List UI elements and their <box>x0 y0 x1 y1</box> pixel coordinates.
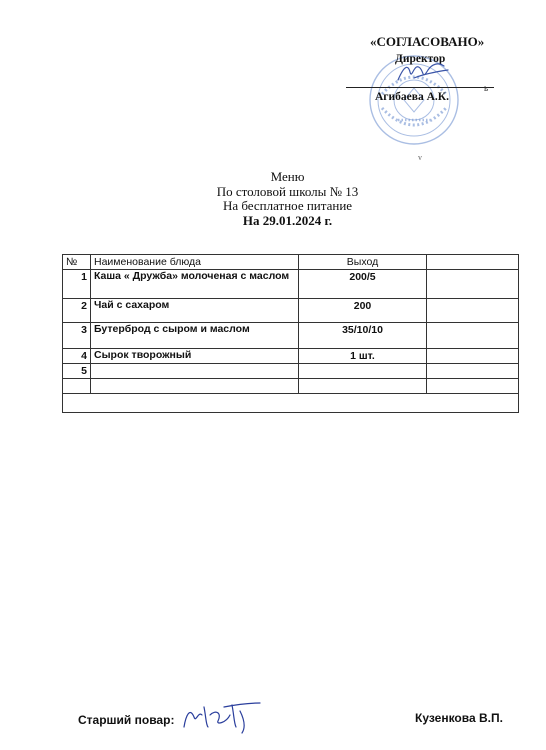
header-num: № <box>63 255 91 270</box>
row-num: 4 <box>63 349 91 364</box>
title-free-meals: На бесплатное питание <box>222 198 353 213</box>
table-row-empty <box>63 379 519 394</box>
row-num: 3 <box>63 323 91 349</box>
approval-heading: «СОГЛАСОВАНО» <box>370 34 485 49</box>
row-num: 5 <box>63 364 91 379</box>
document-title <box>180 170 395 228</box>
table-row <box>63 364 519 379</box>
cook-signature <box>176 697 268 737</box>
title-menu: Меню <box>270 169 305 184</box>
row-extra <box>427 270 519 299</box>
title-date: На 29.01.2024 г. <box>242 212 333 228</box>
row-extra <box>427 364 519 379</box>
row-output: 1 шт. <box>299 349 427 364</box>
table-row <box>63 349 519 364</box>
row-output: 200/5 <box>299 270 427 299</box>
row-extra <box>427 299 519 323</box>
row-output: 35/10/10 <box>299 323 427 349</box>
empty-cell <box>91 379 299 394</box>
title-school: По столовой школы № 13 <box>216 183 359 199</box>
empty-cell <box>427 379 519 394</box>
director-signature <box>394 58 452 88</box>
row-num: 1 <box>63 270 91 299</box>
row-extra <box>427 349 519 364</box>
table-row <box>63 270 519 299</box>
header-name: Наименование блюда <box>91 255 299 270</box>
empty-cell <box>63 379 91 394</box>
header-output: Выход <box>299 255 427 270</box>
row-dish: Бутерброд с сыром и маслом <box>91 323 299 349</box>
row-output <box>299 364 427 379</box>
empty-cell <box>299 379 427 394</box>
row-dish: Каша « Дружба» молоченая с маслом <box>91 270 299 299</box>
row-dish: Сырок творожный <box>91 349 299 364</box>
empty-cell-wide <box>63 394 519 413</box>
row-dish <box>91 364 299 379</box>
row-dish: Чай с сахаром <box>91 299 299 323</box>
row-extra <box>427 323 519 349</box>
table-row <box>63 323 519 349</box>
table-header-row <box>63 255 519 270</box>
senior-cook-label: Старший повар: <box>78 713 175 727</box>
row-output: 200 <box>299 299 427 323</box>
row-num: 2 <box>63 299 91 323</box>
small-v-mark: v <box>418 153 422 162</box>
table-row <box>63 299 519 323</box>
senior-cook-name: Кузенкова В.П. <box>415 711 503 725</box>
approval-name: Агибаева А.К. <box>375 91 449 103</box>
table-row-empty <box>63 394 519 413</box>
menu-table <box>62 254 519 413</box>
small-mark: ь <box>484 83 489 93</box>
header-extra <box>427 255 519 270</box>
approval-role: Директор <box>395 53 446 65</box>
